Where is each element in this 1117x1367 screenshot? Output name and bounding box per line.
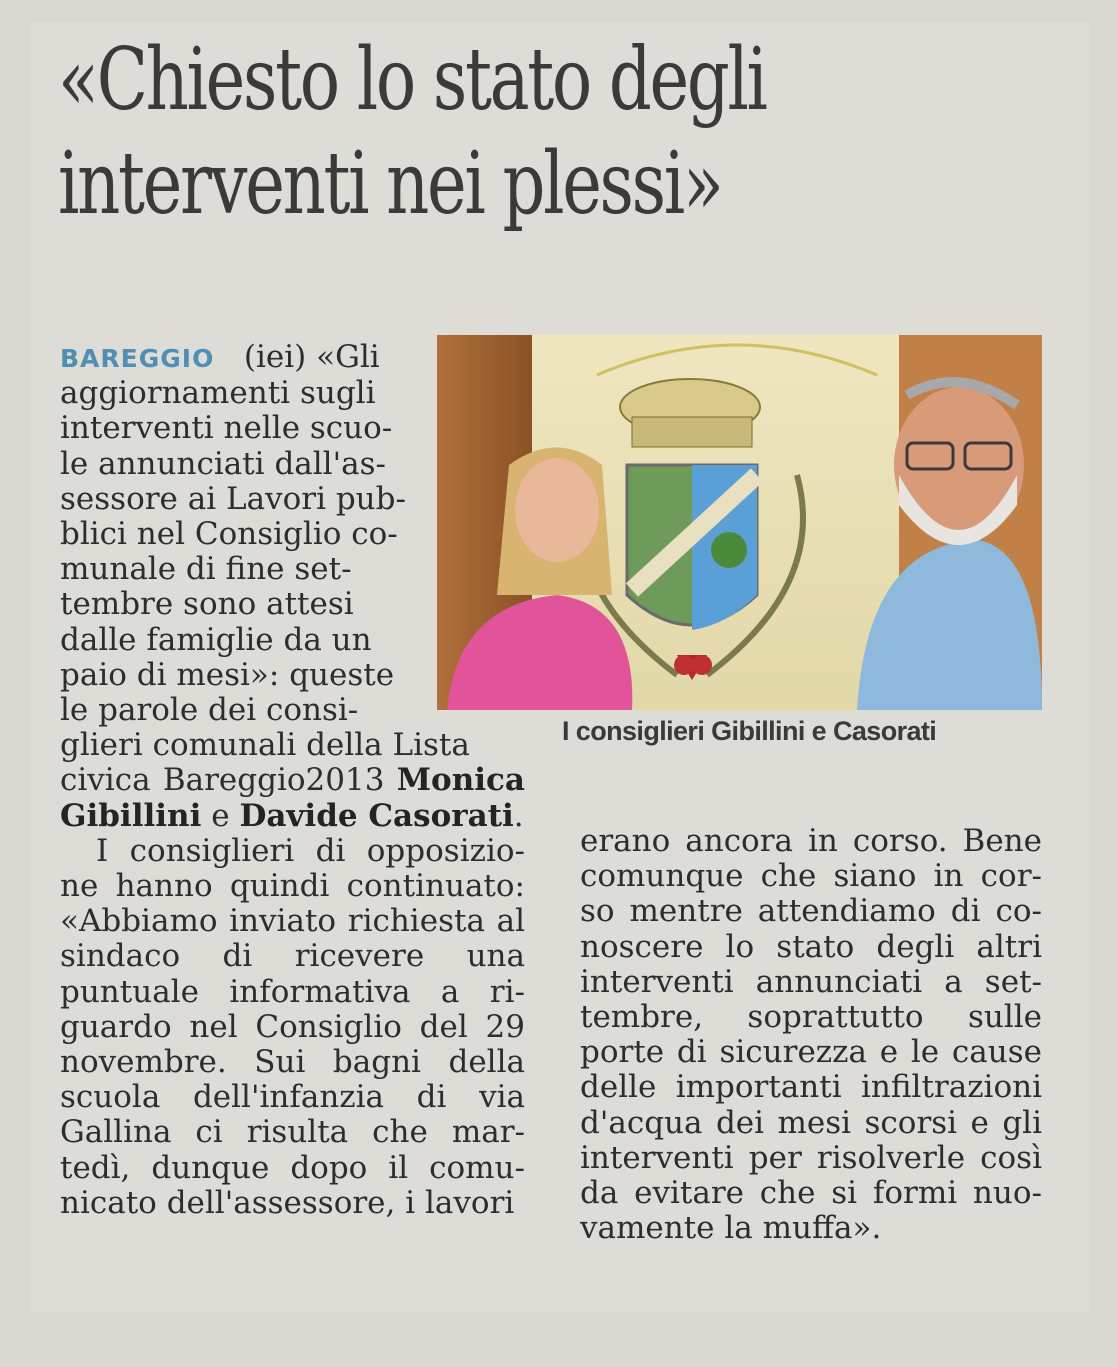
article-column-left: [60, 340, 525, 1221]
photo-caption: I consiglieri Gibillini e Casorati: [562, 716, 937, 746]
headline-line-1: «Chiesto lo stato degli: [58, 30, 766, 130]
lead-line-4: sessore ai Lavori pub-: [60, 480, 406, 517]
paragraph-3: erano ancora in corso. Bene comunque che siano in cor-so mentre attendiamo di co-noscere lo stato degli altri interventi annunciati a set-tembre, soprattutto sulle porte di sicurezza e le cause delle importanti infiltrazioni d'acqua dei mesi scorsi e gli interventi per risolverle così da evitare che si formi nuo-vamente la muffa».: [580, 823, 1042, 1247]
name-davide-casorati: Davide Casorati: [239, 797, 514, 834]
lead-line-8: dalle famiglie da un: [60, 621, 372, 658]
article-column-right: [580, 824, 1042, 1246]
kicker-location: BAREGGIO: [60, 344, 215, 373]
lead-line-1: aggiornamenti sugli: [60, 375, 376, 412]
name-monica-gibillini: Monica Gibillini: [60, 762, 525, 834]
lead-line-6: munale di fine set-: [60, 551, 352, 588]
headline-line-2: interventi nei plessi»: [58, 134, 722, 234]
lead-line-7: tembre sono attesi: [60, 586, 354, 623]
lead-line-0: «Gli: [316, 339, 380, 375]
paragraph-2: I consiglieri di opposizio-ne hanno quindi continuato: «Abbiamo inviato richiesta al sindaco di ricevere una puntuale informativa a ri-guardo nel Consiglio del 29 novembre. Sui bagni della scuola dell'infanzia di via Gallina ci risulta che mar-tedì, dunque dopo il comu-nicato dell'assessore, i lavori: [60, 832, 525, 1221]
lead-line-2: interventi nelle scuo-: [60, 410, 393, 447]
headline: [58, 28, 861, 236]
author-tag: (iei): [243, 339, 307, 375]
lead-line-3: le annunciati dall'as-: [60, 445, 386, 482]
lead-paragraph: [60, 340, 435, 728]
lead-line-5: blici nel Consiglio co-: [60, 516, 398, 553]
lead-line-12: civica Bareggio2013: [60, 762, 385, 799]
article-photo: [437, 335, 1042, 710]
lead-line-11: glieri comunali della Lista: [60, 727, 470, 764]
lead-paragraph-cont: glieri comunali della Lista civica Bareggio2013 Monica Gibillini e Davide Casorati.: [60, 727, 525, 834]
lead-line-9: paio di mesi»: queste: [60, 656, 395, 693]
lead-line-10: le parole dei consi-: [60, 692, 359, 729]
conjunction: e: [211, 797, 230, 834]
photo-illustration: [437, 335, 1042, 710]
